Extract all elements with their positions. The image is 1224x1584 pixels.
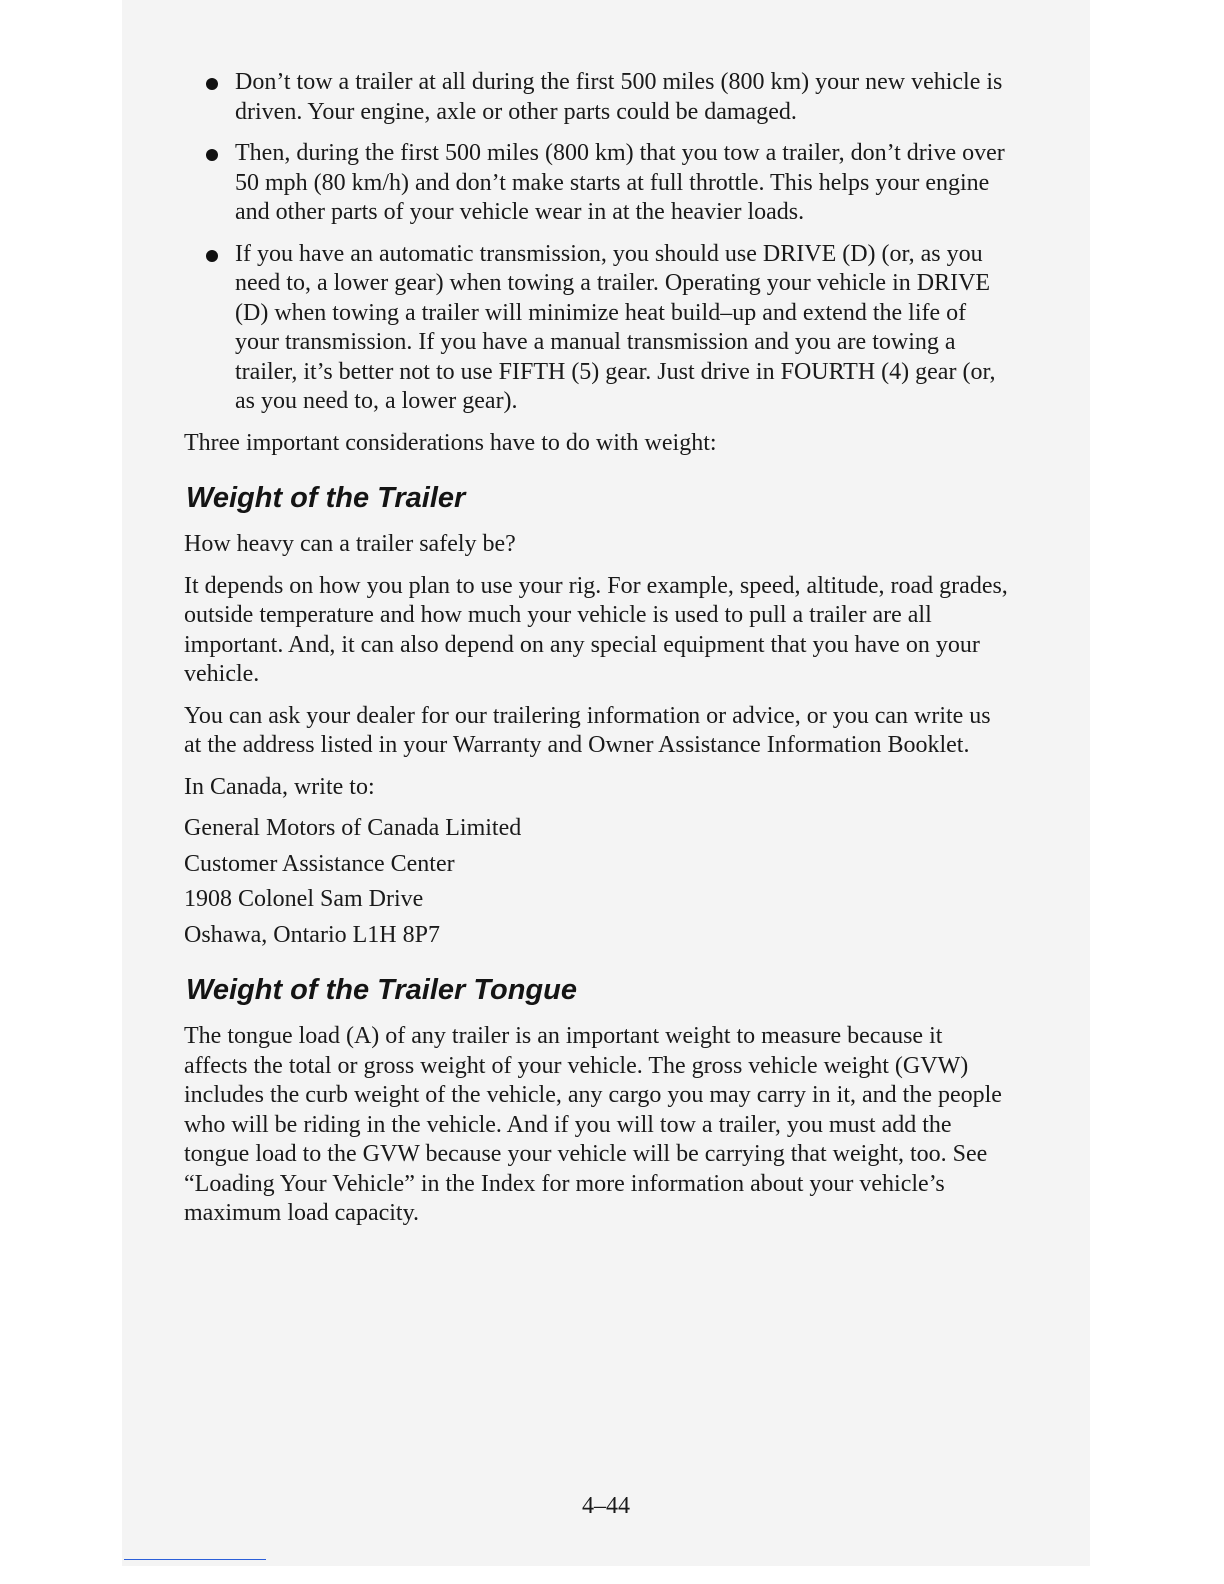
address-line: Customer Assistance Center <box>184 850 455 877</box>
page-number: 4–44 <box>582 1493 630 1519</box>
page-content <box>184 68 1010 1241</box>
bullet-text: If you have an automatic transmission, you should use DRIVE (D) (or, as you need to, a lower gear) when towing a trailer. Operating your vehicle in DRIVE (D) when towing a trailer will minimize heat build–up and extend the life of your transmission. If you have a manual transmission and you are towing a trailer, it’s better not to use FIFTH (5) gear. Just drive in FOURTH (4) gear (or, as you need to, a lower gear). <box>235 240 996 414</box>
bullet-dot-icon <box>206 250 218 262</box>
paragraph: It depends on how you plan to use your rig. For example, speed, altitude, road grades, outside temperature and how much your vehicle is used to pull a trailer are all important. And, it can also depend on any special equipment that you have on your vehicle. <box>184 572 1008 687</box>
bullet-dot-icon <box>206 78 218 90</box>
address-line: Oshawa, Ontario L1H 8P7 <box>184 921 440 948</box>
towing-bullet-list <box>184 68 1010 417</box>
address-line: 1908 Colonel Sam Drive <box>184 886 424 912</box>
paragraph: In Canada, write to: <box>184 773 375 800</box>
bullet-item <box>184 240 1010 417</box>
intro-paragraph: Three important considerations have to do with weight: <box>184 429 717 456</box>
mailing-address <box>184 814 1010 950</box>
bullet-dot-icon <box>206 149 218 161</box>
bullet-text: Then, during the first 500 miles (800 km) that you tow a trailer, don’t drive over 50 mph (80 km/h) and don’t make starts at full throttle. This helps your engine and other parts of your vehicle wear in at the heavier loads. <box>235 140 1005 225</box>
divider-line <box>124 1559 266 1560</box>
paragraph: You can ask your dealer for our trailering information or advice, or you can write us at the address listed in your Warranty and Owner Assistance Information Booklet. <box>184 702 991 758</box>
bullet-item <box>184 139 1010 228</box>
address-line: General Motors of Canada Limited <box>184 815 522 841</box>
section-heading-tongue-weight: Weight of the Trailer Tongue <box>186 974 577 1006</box>
manual-page <box>122 0 1090 1566</box>
bullet-item <box>184 68 1010 127</box>
section-heading-trailer-weight: Weight of the Trailer <box>186 482 466 514</box>
paragraph: The tongue load (A) of any trailer is an important weight to measure because it affects the total or gross weight of your vehicle. The gross vehicle weight (GVW) includes the curb weight of the vehicle, any cargo you may carry in it, and the people who will be riding in the vehicle. And if you will tow a trailer, you must add the tongue load to the GVW because your vehicle will be carrying that weight, too. See “Loading Your Vehicle” in the Index for more information about your vehicle’s maximum load capacity. <box>184 1023 1002 1226</box>
paragraph: How heavy can a trailer safely be? <box>184 531 516 557</box>
bullet-text: Don’t tow a trailer at all during the first 500 miles (800 km) your new vehicle is driven. Your engine, axle or other parts could be damaged. <box>235 69 1003 125</box>
